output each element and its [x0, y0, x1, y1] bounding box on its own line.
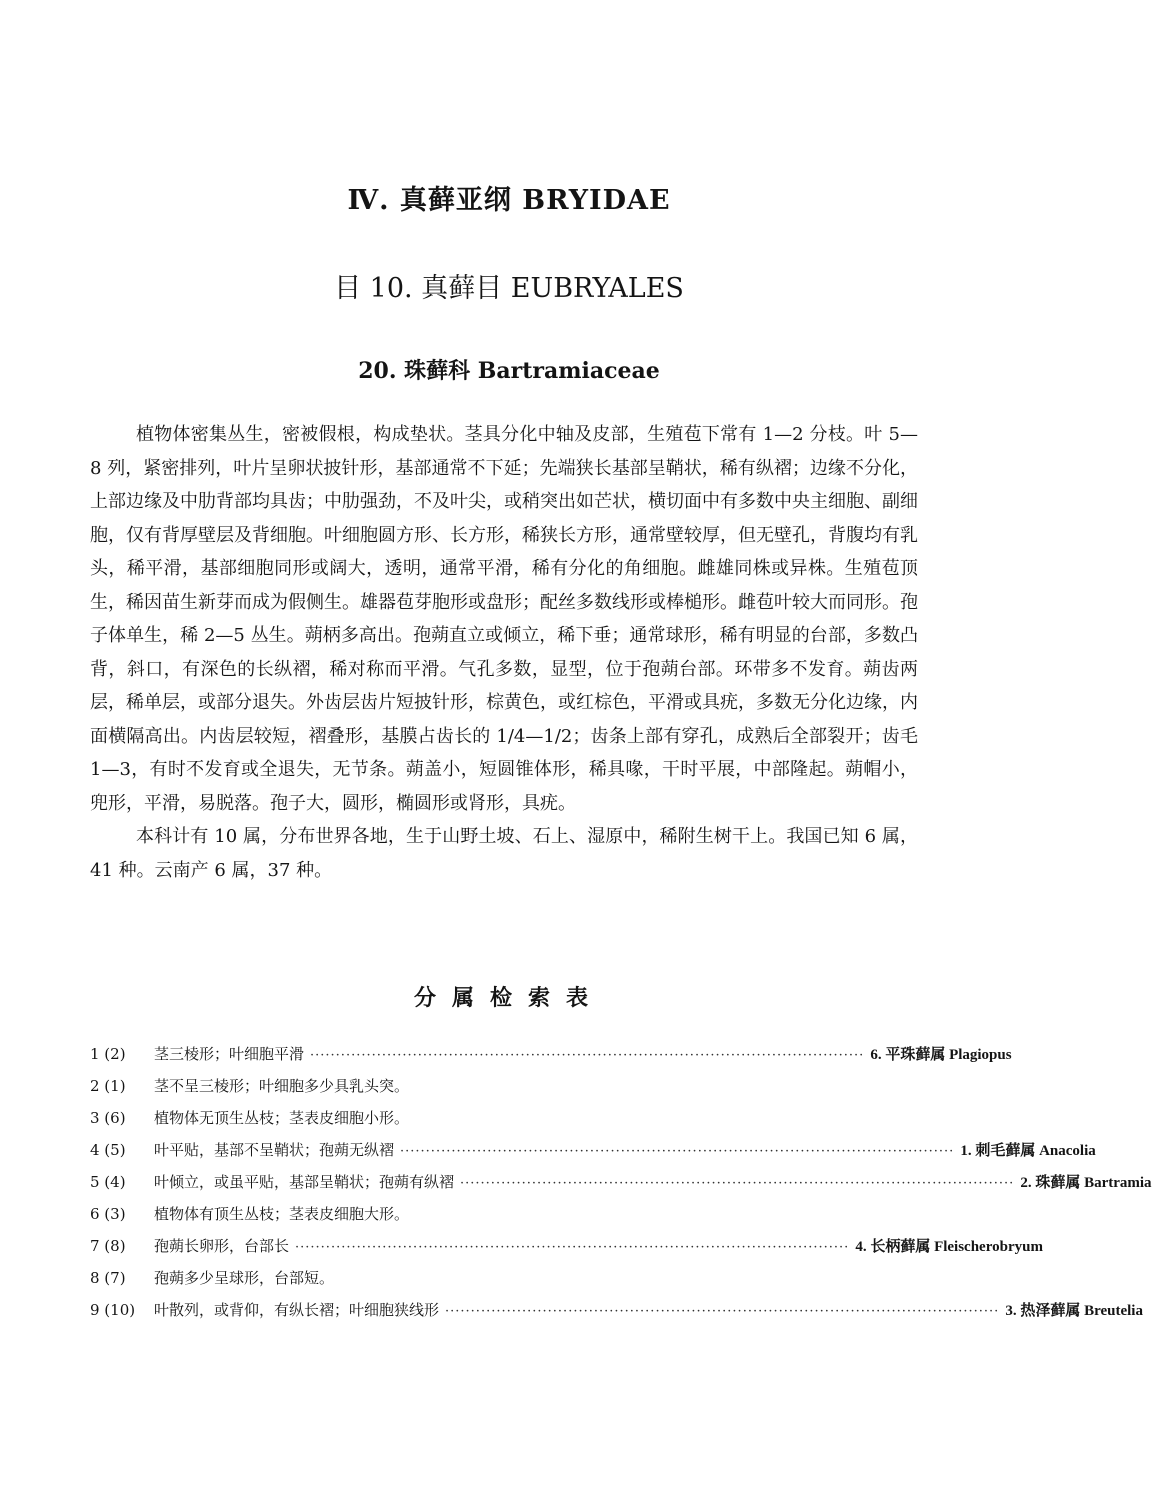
key-result: 6. 平珠藓属 Plagiopus: [870, 1047, 1012, 1063]
key-description: 植物体有顶生丛枝；茎表皮细胞大形。: [154, 1205, 410, 1223]
key-number: 6 (3): [90, 1205, 126, 1223]
key-row: [90, 1107, 913, 1139]
key-row: [90, 1139, 1096, 1171]
key-result: 4. 长柄藓属 Fleischerobryum: [855, 1239, 1043, 1255]
genus-key: [90, 1043, 1152, 1331]
order-heading: 目 10. 真藓目 EUBRYALES: [334, 273, 684, 304]
subclass-heading: Ⅳ. 真藓亚纲 BRYIDAE: [347, 185, 671, 216]
key-row: [90, 1043, 1012, 1075]
key-number: 5 (4): [90, 1173, 126, 1191]
dot-leader: ············································································································: [460, 1176, 1015, 1191]
key-description: 茎三棱形；叶细胞平滑: [154, 1045, 305, 1063]
key-number: 3 (6): [90, 1109, 126, 1127]
key-description: 孢蒴长卵形，台部长: [154, 1237, 290, 1255]
key-result: 1. 刺毛藓属 Anacolia: [960, 1143, 1096, 1159]
key-row: [90, 1203, 913, 1235]
key-description: 茎不呈三棱形；叶细胞多少具乳头突。: [154, 1077, 410, 1095]
dot-leader: ············································································································: [295, 1240, 850, 1255]
key-number: 4 (5): [90, 1141, 126, 1159]
key-title: 分属检索表: [413, 985, 604, 1011]
distribution-paragraph: 本科计有 10 属，分布世界各地，生于山野土坡、石上、湿原中，稀附生树干上。我国已知 6 属，41 种。云南产 6 属，37 种。: [90, 826, 918, 881]
key-number: 2 (1): [90, 1077, 126, 1095]
key-row: [90, 1299, 1143, 1331]
family-heading: 20. 珠藓科 Bartramiaceae: [358, 358, 660, 384]
dot-leader: ············································································································: [310, 1048, 865, 1063]
key-result: 3. 热泽藓属 Breutelia: [1005, 1303, 1143, 1319]
key-description: 叶散列，或背仰，有纵长褶；叶细胞狭线形: [154, 1301, 440, 1319]
description-paragraph: 植物体密集丛生，密被假根，构成垫状。茎具分化中轴及皮部，生殖苞下常有 1—2 分枝。叶 5—8 列，紧密排列，叶片呈卵状披针形，基部通常不下延；先端狭长基部呈鞘状，稀有纵褶；边缘不分化，上部边缘及中肋背部均具齿；中肋强劲，不及叶尖，或稍突出如芒状，横切面中有多数中央主细胞、副细胞，仅有背厚壁层及背细胞。叶细胞圆方形、长方形，稀狭长方形，通常壁较厚，但无壁孔，背腹均有乳头，稀平滑，基部细胞同形或阔大，透明，通常平滑，稀有分化的角细胞。雌雄同株或异株。生殖苞顶生，稀因苗生新芽而成为假侧生。雄器苞芽胞形或盘形；配丝多数线形或棒槌形。雌苞叶较大而同形。孢子体单生，稀 2—5 丛生。蒴柄多高出。孢蒴直立或倾立，稀下垂；通常球形，稀有明显的台部，多数凸背，斜口，有深色的长纵褶，稀对称而平滑。气孔多数，显型，位于孢蒴台部。环带多不发育。蒴齿两层，稀单层，或部分退失。外齿层齿片短披针形，棕黄色，或红棕色，平滑或具疣，多数无分化边缘，内面横隔高出。内齿层较短，褶叠形，基膜占齿长的 1/4—1/2；齿条上部有穿孔，成熟后全部裂开；齿毛 1—3，有时不发育或全退失，无节条。蒴盖小，短圆锥体形，稀具喙，干时平展，中部隆起。蒴帽小，兜形，平滑，易脱落。孢子大，圆形，椭圆形或肾形，具疣。: [90, 424, 918, 814]
key-number: 9 (10): [90, 1301, 136, 1319]
key-description: 叶平贴，基部不呈鞘状；孢蒴无纵褶: [154, 1141, 395, 1159]
key-number: 7 (8): [90, 1237, 126, 1255]
key-row: [90, 1267, 913, 1299]
key-description: 孢蒴多少呈球形，台部短。: [154, 1269, 335, 1287]
key-number: 1 (2): [90, 1045, 126, 1063]
key-number: 8 (7): [90, 1269, 126, 1287]
dot-leader: ············································································································: [445, 1304, 1000, 1319]
dot-leader: ············································································································: [400, 1144, 955, 1159]
key-row: [90, 1075, 913, 1107]
key-result: 2. 珠藓属 Bartramia: [1020, 1175, 1152, 1191]
key-row: [90, 1235, 1043, 1267]
key-description: 植物体无顶生丛枝；茎表皮细胞小形。: [154, 1109, 410, 1127]
key-row: [90, 1171, 1152, 1203]
family-description: [90, 418, 918, 887]
key-description: 叶倾立，或虽平贴，基部呈鞘状；孢蒴有纵褶: [154, 1173, 455, 1191]
